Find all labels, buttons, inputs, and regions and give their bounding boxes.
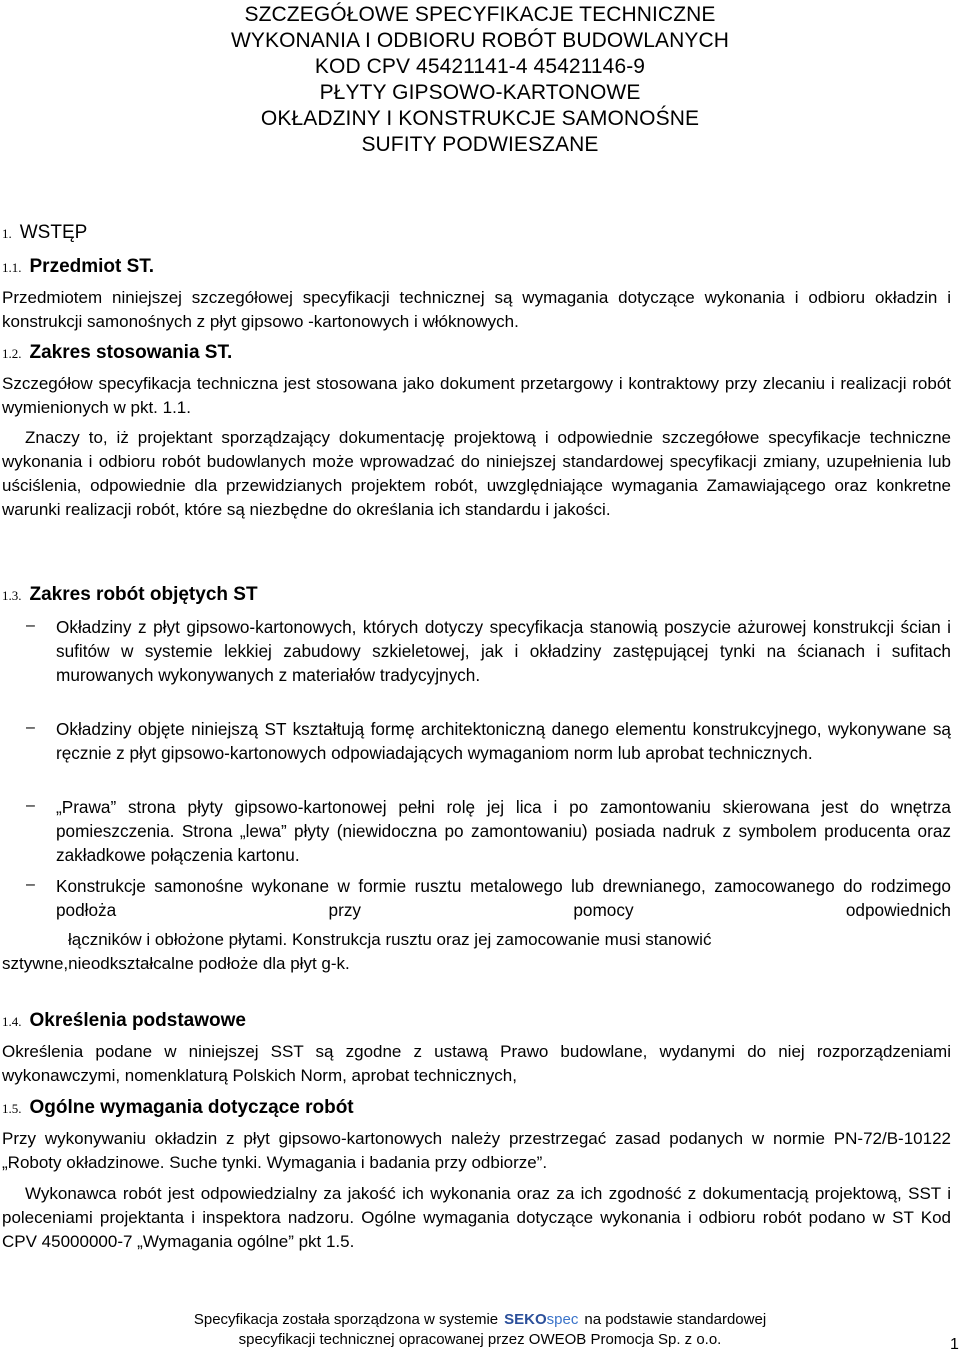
footer-text: na podstawie standardowej [584, 1311, 767, 1328]
section-number: 1. [2, 226, 12, 241]
title-line: OKŁADZINY I KONSTRUKCJE SAMONOŚNE [260, 107, 700, 130]
title-line: SZCZEGÓŁOWE SPECYFIKACJE TECHNICZNE [244, 3, 716, 26]
sekospec-logo-b: spec [546, 1311, 579, 1328]
title-line: KOD CPV 45421141-4 45421146-9 [314, 55, 646, 78]
heading-ogolne-wymagania [2, 1097, 354, 1119]
dash-bullet: – [26, 797, 35, 814]
section-label: Ogólne wymagania dotyczące robót [29, 1097, 354, 1118]
heading-wstep [2, 222, 87, 244]
section-number: 1.2. [2, 346, 22, 361]
paragraph-zakres-znaczenie: Znaczy to, iż projektant sporządzający dokumentację projektową i odpowiednie szczegółowe specyfikacje techniczne wykonania i odbioru robót budowlanych może wprowadzać do niniejszej standardowej specyfikacji zmiany, uzupełnienia lub uściślenia, odpowiednie dla przewidzianych projektem robót, uwzględniające wymagania Zamawiającego oraz konkretne warunki realizacji robót, które są niezbędne do określania ich standardu i jakości. [2, 428, 951, 519]
footer-line: specyfikacji technicznej opracowanej przez OWEOB Promocja Sp. z o.o. [238, 1331, 722, 1348]
footer-line [0, 1310, 960, 1330]
title-line: SUFITY PODWIESZANE [361, 133, 599, 156]
list-continuation: łączników i obłożone płytami. Konstrukcja rusztu oraz jej zamocowanie musi stanowić [68, 930, 712, 949]
list-item: Okładziny objęte niniejszą ST kształtują formę architektoniczną danego elementu konstrukcyjnego, wykonywane są ręcznie z płyt gipsowo-kartonowych odpowiadających wymaganiom norm lub aprobat technicznych. [56, 719, 951, 763]
section-label: Zakres stosowania ST. [29, 342, 233, 363]
paragraph-ogolne-wymagania: Przy wykonywaniu okładzin z płyt gipsowo-kartonowych należy przestrzegać zasad podanych w normie PN-72/B-10122 „Roboty okładzinowe. Suche tynki. Wymagania i badania przy odbiorze”. [2, 1129, 951, 1172]
dash-bullet: – [26, 719, 35, 736]
dash-bullet: – [26, 876, 35, 893]
paragraph-przedmiot: Przedmiotem niniejszej szczegółowej specyfikacji technicznej są wymagania dotyczące wykonania i odbioru okładzin i konstrukcji samonośnych z płyt gipsowo -kartonowych i włóknowych. [2, 288, 951, 331]
heading-okreslenia [2, 1010, 246, 1032]
paragraph-wykonawca: Wykonawca robót jest odpowiedzialny za jakość ich wykonania oraz za ich zgodność z dokumentacją projektową, SST i poleceniami projektanta i inspektora nadzoru. Ogólne wymagania dotyczące wykonania i odbioru robót podano w ST Kod CPV 45000000-7 „Wymagania ogólne” pkt 1.5. [2, 1184, 951, 1251]
section-label: Określenia podstawowe [29, 1010, 246, 1031]
section-number: 1.1. [2, 260, 22, 275]
paragraph-okreslenia: Określenia podane w niniejszej SST są zgodne z ustawą Prawo budowlane, wydanymi do niej rozporządzeniami wykonawczymi, nomenklaturą Polskich Norm, aprobat technicznych, [2, 1042, 951, 1085]
section-label: Przedmiot ST. [29, 256, 155, 277]
section-number: 1.3. [2, 588, 22, 603]
title-line: WYKONANIA I ODBIORU ROBÓT BUDOWLANYCH [230, 29, 730, 52]
section-label: WSTĘP [19, 222, 88, 243]
paragraph-zakres-stosowania: Szczegółow specyfikacja techniczna jest stosowana jako dokument przetargowy i kontraktowy przy zlecaniu i realizacji robót wymienionych w pkt. 1.1. [2, 374, 951, 417]
title-line: PŁYTY GIPSOWO-KARTONOWE [319, 81, 641, 104]
heading-przedmiot [2, 256, 154, 278]
heading-zakres-robot [2, 584, 258, 606]
footer-text: Specyfikacja została sporządzona w systemie [193, 1311, 499, 1328]
section-label: Zakres robót objętych ST [29, 584, 258, 605]
section-number: 1.5. [2, 1101, 22, 1116]
page-number: 1 [950, 1336, 959, 1353]
document-title [0, 2, 960, 158]
heading-zakres-stosowania [2, 342, 232, 364]
dash-bullet: – [26, 617, 35, 634]
list-item: Okładziny z płyt gipsowo-kartonowych, których dotyczy specyfikacja stanowią poszycie ażurowej konstrukcji ścian i sufitów w systemie lekkiej zabudowy szkieletowej, jak i okładziny zastępującej tynki na ścianach i sufitach murowanych wykonywanych z materiałów tradycyjnych. [56, 617, 951, 685]
list-item: Konstrukcje samonośne wykonane w formie rusztu metalowego lub drewnianego, zamocowanego do rodzimego podłoża przy pomocy odpowiednich [56, 876, 951, 920]
sekospec-logo-a: SEKO [504, 1311, 547, 1328]
list-item: „Prawa” strona płyty gipsowo-kartonowej pełni rolę jej lica i po zamontowaniu skierowana jest do wnętrza pomieszczenia. Strona „lewa” płyty (niewidoczna po zamontowaniu) posiada nadruk z symbolem producenta oraz zakładkowe połączenia kartonu. [56, 797, 951, 865]
section-number: 1.4. [2, 1014, 22, 1029]
page-footer [0, 1310, 960, 1350]
list-continuation: sztywne,nieodkształcalne podłoże dla płyt g-k. [2, 954, 350, 973]
